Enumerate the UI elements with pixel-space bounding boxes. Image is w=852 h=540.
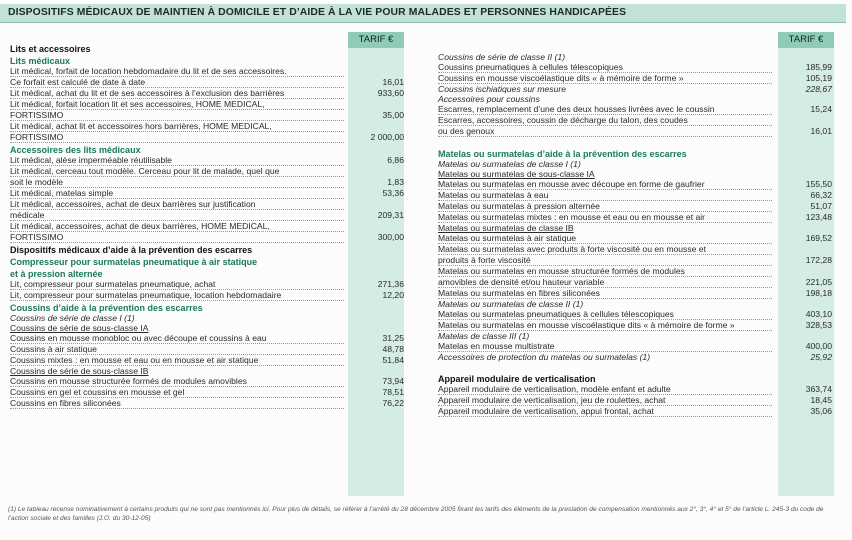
row-label: Matelas ou surmatelas de sous-classe IA bbox=[438, 169, 595, 179]
table-row bbox=[10, 344, 408, 355]
table-row bbox=[438, 84, 836, 94]
tarif-header-right: TARIF € bbox=[778, 32, 834, 48]
row-tarif: 53,36 bbox=[382, 188, 404, 198]
row-label: Matelas ou surmatelas en mousse avec découpe en forme de gaufrier bbox=[438, 179, 772, 190]
row-label: Matelas ou surmatelas en fibres siliconées bbox=[438, 288, 772, 299]
table-row bbox=[438, 212, 836, 223]
row-label: Matelas ou surmatelas d’aide à la prévention des escarres bbox=[438, 149, 687, 159]
table-row bbox=[438, 374, 836, 384]
row-tarif: 66,32 bbox=[810, 190, 832, 200]
row-label: Coussins de série de sous-classe IA bbox=[10, 323, 149, 333]
table-row bbox=[438, 299, 836, 309]
table-row bbox=[438, 201, 836, 212]
row-label: Lit, compresseur pour surmatelas pneumatique, achat bbox=[10, 279, 344, 290]
row-label: Lit médical, forfait location lit et ses accessoires, HOME MEDICAL, bbox=[10, 99, 344, 110]
row-tarif: 16,01 bbox=[382, 77, 404, 87]
table-row bbox=[10, 110, 408, 121]
row-tarif: 221,05 bbox=[805, 277, 832, 287]
table-row bbox=[10, 221, 408, 232]
row-label: Lits et accessoires bbox=[10, 44, 91, 54]
table-row bbox=[438, 288, 836, 299]
table-row bbox=[438, 159, 836, 169]
row-label: Lit médical, accessoires, achat de deux barrières, HOME MEDICAL, bbox=[10, 221, 344, 232]
table-row bbox=[10, 88, 408, 99]
table-row bbox=[10, 279, 408, 290]
table-row bbox=[438, 277, 836, 288]
row-label: Lit médical, cerceau tout modèle. Cerceau pour lit de malade, quel que bbox=[10, 166, 344, 177]
row-label: Matelas ou surmatelas de classe I (1) bbox=[438, 159, 581, 169]
row-tarif: 185,99 bbox=[805, 62, 832, 72]
row-label: Escarres, remplacement d’une des deux housses livrées avec le coussin bbox=[438, 104, 772, 115]
row-label: amovibles de densité et/ou hauteur variable bbox=[438, 277, 772, 288]
row-tarif: 1,83 bbox=[387, 177, 404, 187]
table-row bbox=[438, 255, 836, 266]
row-label: Matelas ou surmatelas mixtes : en mousse et eau ou en mousse et air bbox=[438, 212, 772, 223]
row-label: Coussins d’aide à la prévention des escarres bbox=[10, 303, 203, 313]
table-row bbox=[10, 199, 408, 210]
table-row bbox=[10, 177, 408, 188]
table-row bbox=[10, 313, 408, 323]
row-label: Coussins pneumatiques à cellules télescopiques bbox=[438, 62, 772, 73]
table-row bbox=[10, 66, 408, 77]
row-tarif: 25,92 bbox=[810, 352, 832, 362]
table-row bbox=[438, 395, 836, 406]
row-label: produits à forte viscosité bbox=[438, 255, 772, 266]
table-row bbox=[10, 376, 408, 387]
table-row bbox=[438, 384, 836, 395]
table-row bbox=[438, 362, 836, 372]
table-row bbox=[438, 320, 836, 331]
table-row bbox=[438, 137, 836, 147]
table-row bbox=[10, 333, 408, 344]
row-label: Lit, compresseur pour surmatelas pneumatique, location hebdomadaire bbox=[10, 290, 344, 301]
row-label: FORTISSIMO bbox=[10, 232, 344, 243]
row-label: Compresseur pour surmatelas pneumatique à air statique bbox=[10, 257, 258, 267]
table-row bbox=[10, 355, 408, 366]
table-row bbox=[10, 366, 408, 376]
table-row bbox=[10, 132, 408, 143]
row-label: Matelas ou surmatelas à eau bbox=[438, 190, 772, 201]
row-tarif: 51,07 bbox=[810, 201, 832, 211]
row-label: Coussins de série de classe I (1) bbox=[10, 313, 135, 323]
row-tarif: 35,06 bbox=[810, 406, 832, 416]
table-row bbox=[10, 398, 408, 409]
row-label: Appareil modulaire de verticalisation bbox=[438, 374, 596, 384]
row-label: Lit médical, accessoires, achat de deux barrières sur justification bbox=[10, 199, 344, 210]
row-label: Accessoires pour coussins bbox=[438, 94, 540, 104]
row-label: Appareil modulaire de verticalisation, jeu de roulettes, achat bbox=[438, 395, 772, 406]
table-row bbox=[10, 387, 408, 398]
row-label: Coussins en mousse viscoélastique dits « à mémoire de forme » bbox=[438, 73, 772, 84]
table-row bbox=[438, 52, 836, 62]
table-row bbox=[10, 245, 408, 255]
table-row bbox=[10, 269, 408, 279]
row-label: Dispositifs médicaux d’aide à la prévention des escarres bbox=[10, 245, 253, 255]
row-tarif: 363,74 bbox=[805, 384, 832, 394]
row-label: ou des genoux bbox=[438, 126, 772, 137]
row-tarif: 76,22 bbox=[382, 398, 404, 408]
row-tarif: 73,94 bbox=[382, 376, 404, 386]
row-tarif: 16,01 bbox=[810, 126, 832, 136]
row-label: Coussins en fibres siliconées bbox=[10, 398, 344, 409]
table-row bbox=[438, 62, 836, 73]
row-label: FORTISSIMO bbox=[10, 110, 344, 121]
row-label: Matelas ou surmatelas de classe II (1) bbox=[438, 299, 584, 309]
row-label: Coussins en gel et coussins en mousse et gel bbox=[10, 387, 344, 398]
table-row bbox=[438, 266, 836, 277]
row-label: FORTISSIMO bbox=[10, 132, 344, 143]
row-tarif: 18,45 bbox=[810, 395, 832, 405]
row-tarif: 35,00 bbox=[382, 110, 404, 120]
row-tarif: 48,78 bbox=[382, 344, 404, 354]
row-tarif: 105,19 bbox=[805, 73, 832, 83]
table-row bbox=[438, 104, 836, 115]
row-label: soit le modèle bbox=[10, 177, 344, 188]
table-row bbox=[438, 331, 836, 341]
row-tarif: 169,52 bbox=[805, 233, 832, 243]
row-tarif: 2 000,00 bbox=[370, 132, 404, 142]
row-label: Matelas ou surmatelas à air statique bbox=[438, 233, 772, 244]
table-row bbox=[438, 169, 836, 179]
row-tarif: 12,20 bbox=[382, 290, 404, 300]
row-label: Coussins en mousse structurée formés de modules amovibles bbox=[10, 376, 344, 387]
table-row bbox=[438, 341, 836, 352]
table-row bbox=[438, 94, 836, 104]
page-title: DISPOSITIFS MÉDICAUX DE MAINTIEN À DOMICILE ET D’AIDE À LA VIE POUR MALADES ET PERSONNES HANDICAPÉES bbox=[0, 4, 846, 23]
table-row bbox=[438, 126, 836, 137]
table-row bbox=[10, 166, 408, 177]
row-label: Matelas de classe III (1) bbox=[438, 331, 530, 341]
row-tarif: 198,18 bbox=[805, 288, 832, 298]
table-row bbox=[10, 56, 408, 66]
row-label: Matelas ou surmatelas de classe IB bbox=[438, 223, 574, 233]
row-label: Matelas ou surmatelas en mousse structurée formés de modules bbox=[438, 266, 772, 277]
row-label: Coussins de série de classe II (1) bbox=[438, 52, 566, 62]
row-label: Lits médicaux bbox=[10, 56, 71, 66]
row-tarif: 328,53 bbox=[805, 320, 832, 330]
table-row bbox=[10, 77, 408, 88]
row-tarif: 228,67 bbox=[805, 84, 832, 94]
row-label: Matelas ou surmatelas à pression alternée bbox=[438, 201, 772, 212]
right-column bbox=[432, 32, 842, 496]
table-row bbox=[438, 223, 836, 233]
row-label: Lit médical, achat du lit et de ses accessoires à l’exclusion des barrières bbox=[10, 88, 344, 99]
row-label: Matelas ou surmatelas en mousse viscoélastique dits « à mémoire de forme » bbox=[438, 320, 772, 331]
table-row bbox=[10, 99, 408, 110]
right-rows bbox=[438, 52, 836, 417]
row-tarif: 51,84 bbox=[382, 355, 404, 365]
row-label: Lit médical, forfait de location hebdomadaire du lit et de ses accessoires. bbox=[10, 66, 344, 77]
row-label: Lit médical, achat lit et accessoires hors barrières, HOME MEDICAL, bbox=[10, 121, 344, 132]
table-row bbox=[10, 121, 408, 132]
row-label: Lit médical, matelas simple bbox=[10, 188, 344, 199]
row-tarif: 172,28 bbox=[805, 255, 832, 265]
row-tarif: 271,36 bbox=[377, 279, 404, 289]
row-tarif: 31,25 bbox=[382, 333, 404, 343]
row-label: Coussins ischiatiques sur mesure bbox=[438, 84, 567, 94]
row-tarif: 123,48 bbox=[805, 212, 832, 222]
table-row bbox=[10, 145, 408, 155]
row-tarif: 300,00 bbox=[377, 232, 404, 242]
row-label: Accessoires de protection du matelas ou surmatelas (1) bbox=[438, 352, 651, 362]
row-label: Coussins mixtes : en mousse et eau ou en mousse et air statique bbox=[10, 355, 344, 366]
table-row bbox=[438, 73, 836, 84]
table-row bbox=[10, 155, 408, 166]
footnote: (1) Le tableau recense nominativement à certains produits qui ne sont pas mentionnés ici. Pour plus de détails, se référer à l’arrêté du 28 décembre 2005 fixant les tarifs des éléments de la prestation de compensation mentionnés aux 2°, 3°, 4° et 5° de l’article L. 245-3 du code de l’action sociale et des familles (J.O. du 30-12-05) bbox=[8, 506, 824, 522]
tarif-header-left: TARIF € bbox=[348, 32, 404, 48]
row-tarif: 209,31 bbox=[377, 210, 404, 220]
table-row bbox=[438, 149, 836, 159]
row-tarif: 6,86 bbox=[387, 155, 404, 165]
left-column bbox=[4, 32, 422, 496]
row-label: Coussins de série de sous-classe IB bbox=[10, 366, 149, 376]
row-label: Coussins en mousse monobloc ou avec découpe et coussins à eau bbox=[10, 333, 344, 344]
row-label: Ce forfait est calculé de date à date bbox=[10, 77, 344, 88]
table-row bbox=[10, 188, 408, 199]
table-row bbox=[438, 352, 836, 362]
table-row bbox=[438, 244, 836, 255]
row-tarif: 933,60 bbox=[377, 88, 404, 98]
row-label: et à pression alternée bbox=[10, 269, 103, 279]
row-label: Appareil modulaire de verticalisation, modèle enfant et adulte bbox=[438, 384, 772, 395]
row-tarif: 403,10 bbox=[805, 309, 832, 319]
table-row bbox=[10, 303, 408, 313]
table-row bbox=[10, 232, 408, 243]
row-tarif: 15,24 bbox=[810, 104, 832, 114]
row-label: Matelas ou surmatelas pneumatiques à cellules télescopiques bbox=[438, 309, 772, 320]
row-tarif: 400,00 bbox=[805, 341, 832, 351]
row-label: Coussins à air statique bbox=[10, 344, 344, 355]
table-row bbox=[10, 210, 408, 221]
table-row bbox=[438, 406, 836, 417]
row-label: Appareil modulaire de verticalisation, appui frontal, achat bbox=[438, 406, 772, 417]
table-row bbox=[438, 179, 836, 190]
table-row bbox=[438, 309, 836, 320]
table-row bbox=[438, 190, 836, 201]
row-tarif: 78,51 bbox=[382, 387, 404, 397]
table-row bbox=[10, 323, 408, 333]
table-row bbox=[10, 44, 408, 54]
table-row bbox=[438, 115, 836, 126]
left-rows bbox=[10, 42, 408, 409]
table-row bbox=[10, 257, 408, 267]
table-row bbox=[438, 233, 836, 244]
row-tarif: 155,50 bbox=[805, 179, 832, 189]
table-row bbox=[10, 290, 408, 301]
row-label: Lit médical, alèse imperméable réutilisable bbox=[10, 155, 344, 166]
row-label: Escarres, accessoires, coussin de décharge du talon, des coudes bbox=[438, 115, 772, 126]
row-label: Accessoires des lits médicaux bbox=[10, 145, 141, 155]
row-label: Matelas ou surmatelas avec produits à forte viscosité ou en mousse et bbox=[438, 244, 772, 255]
row-label: Matelas en mousse multistrate bbox=[438, 341, 772, 352]
row-label: médicale bbox=[10, 210, 344, 221]
